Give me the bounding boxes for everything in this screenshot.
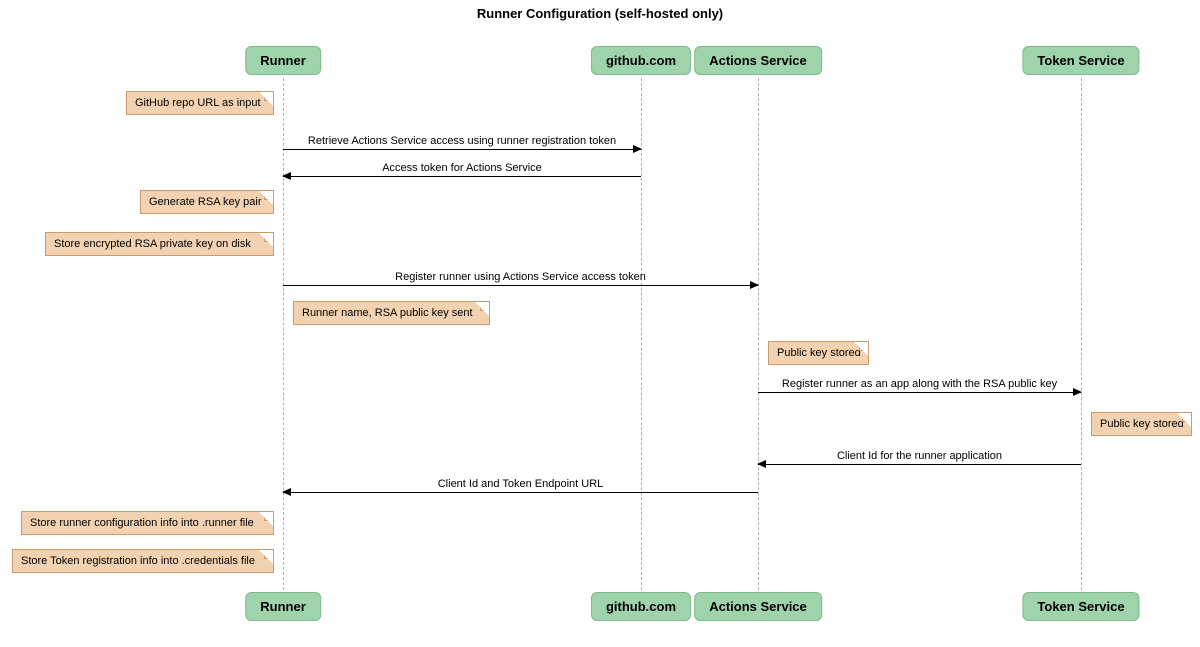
note-public-key-stored-actions	[768, 341, 869, 365]
note-runner-name-rsa-public-key-text: Runner name, RSA public key sent	[302, 307, 473, 319]
page-title: Runner Configuration (self-hosted only)	[476, 6, 724, 21]
participant-token[interactable]: Token Service	[1022, 46, 1139, 75]
note-folded-corner-icon	[859, 342, 868, 351]
note-store-runner-config-info-text: Store runner configuration info into .runner file	[30, 517, 254, 529]
participant-actions[interactable]: Actions Service	[694, 46, 822, 75]
note-folded-corner-icon	[264, 191, 273, 200]
msg-register-runner-as-an-app-label: Register runner as an app along with the RSA public key	[781, 378, 1058, 390]
msg-register-runner-as-an-app	[758, 378, 1081, 393]
note-public-key-stored-token	[1091, 412, 1192, 436]
note-generate-rsa-key-pair-text: Generate RSA key pair	[149, 196, 262, 208]
msg-register-runner-using-access-token-label: Register runner using Actions Service access token	[395, 271, 646, 283]
note-folded-corner-icon	[264, 233, 273, 242]
msg-retrieve-actions-service-access-label: Retrieve Actions Service access using runner registration token	[307, 135, 617, 147]
participant-bottom-token[interactable]: Token Service	[1022, 592, 1139, 621]
msg-retrieve-actions-service-access	[283, 135, 641, 150]
participant-github[interactable]: github.com	[591, 46, 691, 75]
note-store-token-registration-info	[12, 549, 274, 573]
lifeline-runner	[283, 78, 284, 590]
msg-client-id-for-runner-application-label: Client Id for the runner application	[836, 450, 1003, 462]
lifeline-github	[641, 78, 642, 590]
msg-access-token-for-actions-service-label: Access token for Actions Service	[382, 162, 542, 174]
note-github-repo-url	[126, 91, 274, 115]
note-folded-corner-icon	[264, 512, 273, 521]
note-store-runner-config-info	[21, 511, 274, 535]
note-folded-corner-icon	[264, 550, 273, 559]
note-runner-name-rsa-public-key	[293, 301, 490, 325]
lifeline-actions	[758, 78, 759, 590]
note-public-key-stored-actions-text: Public key stored	[777, 347, 861, 359]
note-public-key-stored-token-text: Public key stored	[1100, 418, 1184, 430]
note-store-encrypted-rsa-private-key	[45, 232, 274, 256]
msg-client-id-and-token-endpoint-url	[283, 478, 758, 493]
note-folded-corner-icon	[264, 92, 273, 101]
note-folded-corner-icon	[1182, 413, 1191, 422]
note-folded-corner-icon	[480, 302, 489, 311]
note-github-repo-url-text: GitHub repo URL as input	[135, 97, 261, 109]
note-generate-rsa-key-pair	[140, 190, 274, 214]
participant-runner[interactable]: Runner	[245, 46, 321, 75]
participant-bottom-runner[interactable]: Runner	[245, 592, 321, 621]
msg-client-id-and-token-endpoint-url-label: Client Id and Token Endpoint URL	[437, 478, 604, 490]
msg-client-id-for-runner-application	[758, 450, 1081, 465]
lifeline-token	[1081, 78, 1082, 590]
note-store-token-registration-info-text: Store Token registration info into .credentials file	[21, 555, 255, 567]
participant-bottom-github[interactable]: github.com	[591, 592, 691, 621]
msg-access-token-for-actions-service	[283, 162, 641, 177]
msg-register-runner-using-access-token	[283, 271, 758, 286]
note-store-encrypted-rsa-private-key-text: Store encrypted RSA private key on disk	[54, 238, 251, 250]
participant-bottom-actions[interactable]: Actions Service	[694, 592, 822, 621]
